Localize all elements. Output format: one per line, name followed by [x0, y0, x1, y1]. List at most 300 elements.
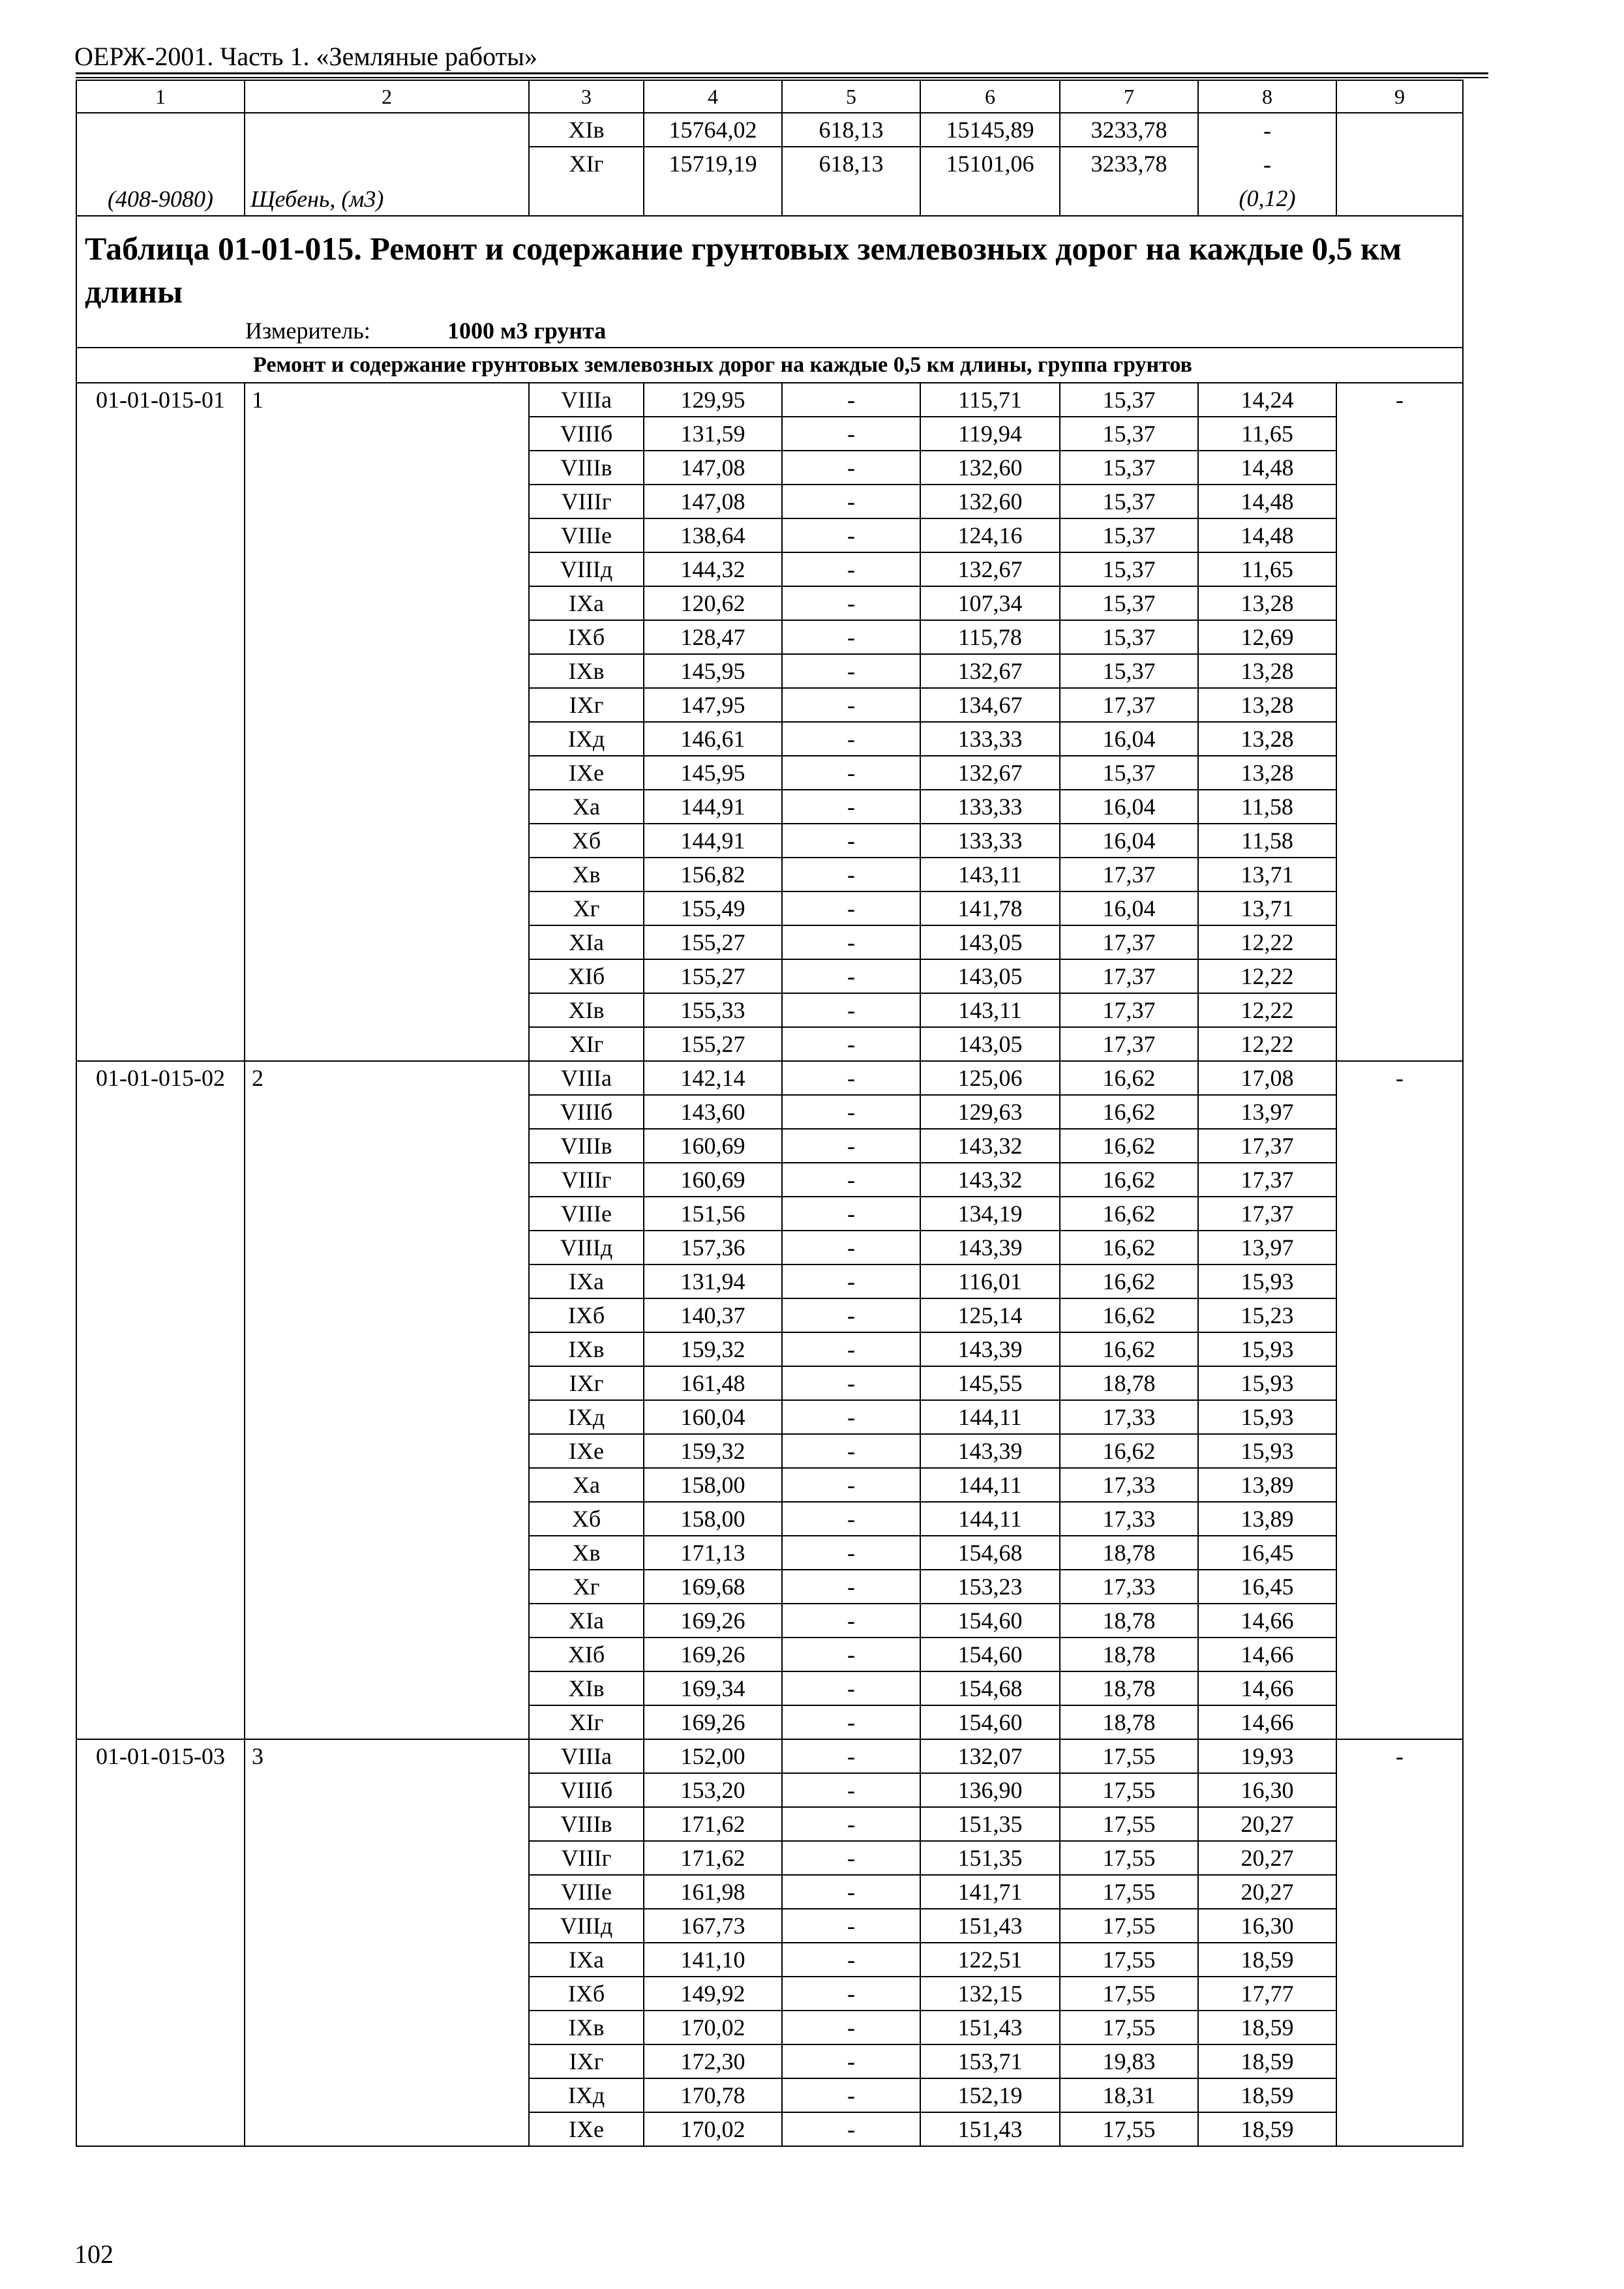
- value-cell: 125,14: [920, 1298, 1060, 1332]
- value-cell: 17,55: [1060, 1773, 1198, 1807]
- carryover-row: [76, 113, 1463, 147]
- value-cell: 151,35: [920, 1807, 1060, 1841]
- value-cell: 169,26: [644, 1604, 782, 1638]
- value-cell: 134,19: [920, 1197, 1060, 1231]
- soil-category: IXе: [529, 2112, 644, 2146]
- value-cell: 19,93: [1198, 1739, 1336, 1773]
- value-cell: -: [782, 925, 920, 959]
- rate-code: 01-01-015-01: [76, 383, 245, 1061]
- value-cell: -: [782, 1400, 920, 1434]
- value-cell: 141,10: [644, 1943, 782, 1977]
- value-cell: -: [782, 858, 920, 891]
- value-cell: 153,71: [920, 2044, 1060, 2078]
- value-cell: -: [782, 2044, 920, 2078]
- rate-code: 01-01-015-03: [76, 1739, 245, 2146]
- value-cell: 17,55: [1060, 1807, 1198, 1841]
- value-cell: 143,05: [920, 925, 1060, 959]
- value-cell: 11,58: [1198, 824, 1336, 858]
- value-cell: 17,55: [1060, 2011, 1198, 2044]
- value-cell: 17,33: [1060, 1468, 1198, 1502]
- value-cell: 171,62: [644, 1807, 782, 1841]
- value-cell: 16,04: [1060, 790, 1198, 824]
- value-cell: 17,37: [1060, 959, 1198, 993]
- value-cell: 15,37: [1060, 383, 1198, 417]
- value-cell: -: [782, 1061, 920, 1095]
- value-cell: 17,55: [1060, 1739, 1198, 1773]
- value-cell: 15,37: [1060, 417, 1198, 451]
- value-cell: 147,08: [644, 451, 782, 485]
- value-cell: 143,05: [920, 959, 1060, 993]
- soil-category: Xв: [529, 858, 644, 891]
- value-cell: -: [782, 1638, 920, 1671]
- value-cell: -: [782, 1027, 920, 1061]
- value-cell: 171,62: [644, 1841, 782, 1875]
- value-cell: 17,37: [1060, 688, 1198, 722]
- value-cell: 17,37: [1060, 993, 1198, 1027]
- empty-cell: [1336, 113, 1463, 216]
- value-cell: 169,26: [644, 1705, 782, 1739]
- value-cell: 14,48: [1198, 451, 1336, 485]
- soil-category: XIб: [529, 959, 644, 993]
- value-cell: 16,62: [1060, 1231, 1198, 1264]
- value-cell: 155,27: [644, 1027, 782, 1061]
- value-cell: -: [782, 620, 920, 654]
- value-cell: 16,62: [1060, 1197, 1198, 1231]
- soil-category: Xг: [529, 1570, 644, 1604]
- value-cell: 17,33: [1060, 1400, 1198, 1434]
- value-cell: 152,19: [920, 2078, 1060, 2112]
- value-cell: 145,95: [644, 654, 782, 688]
- value-cell: 122,51: [920, 1943, 1060, 1977]
- value-cell: 618,13: [782, 113, 920, 147]
- soil-category: VIIIб: [529, 417, 644, 451]
- value-cell: -: [782, 1909, 920, 1943]
- page-number: 102: [74, 2239, 113, 2269]
- value-cell: 18,78: [1060, 1705, 1198, 1739]
- value-cell: 143,39: [920, 1231, 1060, 1264]
- value-cell: -: [782, 1671, 920, 1705]
- column-number: 2: [245, 80, 529, 113]
- soil-category: IXб: [529, 620, 644, 654]
- value-cell: -: [782, 1163, 920, 1197]
- soil-category: Xв: [529, 1536, 644, 1570]
- soil-category: IXа: [529, 1264, 644, 1298]
- value-cell: 167,73: [644, 1909, 782, 1943]
- value-cell: 17,55: [1060, 1875, 1198, 1909]
- value-cell: 17,37: [1060, 858, 1198, 891]
- value-cell: 151,43: [920, 2011, 1060, 2044]
- value-cell: 143,11: [920, 858, 1060, 891]
- column-number: 5: [782, 80, 920, 113]
- value-cell: 143,39: [920, 1332, 1060, 1366]
- value-cell: 169,68: [644, 1570, 782, 1604]
- soil-category: IXг: [529, 688, 644, 722]
- value-cell: 14,66: [1198, 1604, 1336, 1638]
- value-cell: 14,66: [1198, 1705, 1336, 1739]
- value-cell: 156,82: [644, 858, 782, 891]
- value-cell: 145,55: [920, 1366, 1060, 1400]
- soil-category: IXе: [529, 756, 644, 790]
- value-cell: 116,01: [920, 1264, 1060, 1298]
- soil-category: IXб: [529, 1977, 644, 2011]
- price-table: [76, 80, 1464, 2147]
- value-cell: 170,02: [644, 2112, 782, 2146]
- value-cell: -: [782, 586, 920, 620]
- value-cell: 143,39: [920, 1434, 1060, 1468]
- value-cell: 14,48: [1198, 518, 1336, 552]
- value-cell: -: [782, 1264, 920, 1298]
- value-cell: -: [782, 1502, 920, 1536]
- value-cell: 154,60: [920, 1604, 1060, 1638]
- value-cell: 20,27: [1198, 1875, 1336, 1909]
- value-cell: 129,63: [920, 1095, 1060, 1129]
- value-cell: 155,27: [644, 925, 782, 959]
- soil-category: IXв: [529, 2011, 644, 2044]
- value-cell: -: [782, 1705, 920, 1739]
- value-cell: 15,37: [1060, 654, 1198, 688]
- resource-quantity: (0,12): [1239, 185, 1296, 211]
- value-cell: -: [782, 1468, 920, 1502]
- value-cell: -: [782, 891, 920, 925]
- soil-category: VIIIе: [529, 1197, 644, 1231]
- value-cell: 12,22: [1198, 1027, 1336, 1061]
- value-cell: 154,60: [920, 1705, 1060, 1739]
- value-cell: 120,62: [644, 586, 782, 620]
- resource-code: (408-9080): [76, 113, 245, 216]
- soil-category: VIIIб: [529, 1773, 644, 1807]
- value-cell: 15719,19: [644, 147, 782, 216]
- value-cell: -: [782, 383, 920, 417]
- value-cell: 132,67: [920, 654, 1060, 688]
- value-cell: 16,62: [1060, 1264, 1198, 1298]
- value-cell: 141,78: [920, 891, 1060, 925]
- value-cell: 17,33: [1060, 1570, 1198, 1604]
- value-cell: 132,15: [920, 1977, 1060, 2011]
- soil-category: VIIIа: [529, 1061, 644, 1095]
- column-number-row: [76, 80, 1463, 113]
- value-cell: 3233,78: [1060, 147, 1198, 216]
- measure-value: 1000 м3 грунта: [447, 318, 607, 344]
- soil-category: VIIIб: [529, 1095, 644, 1129]
- value-cell: 16,04: [1060, 722, 1198, 756]
- value-cell: 18,59: [1198, 2078, 1336, 2112]
- value-cell: 129,95: [644, 383, 782, 417]
- value-cell: -: [782, 1434, 920, 1468]
- value-cell: 132,60: [920, 451, 1060, 485]
- value-cell: 144,32: [644, 552, 782, 586]
- value-cell: 146,61: [644, 722, 782, 756]
- value-cell: 115,78: [920, 620, 1060, 654]
- value-cell: 140,37: [644, 1298, 782, 1332]
- value-cell: -: [782, 485, 920, 518]
- value-cell: -: [782, 1875, 920, 1909]
- soil-category: VIIIа: [529, 1739, 644, 1773]
- value-cell: 16,04: [1060, 824, 1198, 858]
- value-cell: 15,37: [1060, 756, 1198, 790]
- value-cell: -: [782, 2112, 920, 2146]
- value-cell: 149,92: [644, 1977, 782, 2011]
- soil-category: XIв: [529, 993, 644, 1027]
- soil-category: Xа: [529, 790, 644, 824]
- value-cell: 124,16: [920, 518, 1060, 552]
- value-cell: 16,30: [1198, 1909, 1336, 1943]
- value-cell: -: [782, 1977, 920, 2011]
- value-cell: 132,60: [920, 485, 1060, 518]
- measure: [76, 314, 1463, 348]
- column-number: 8: [1198, 80, 1336, 113]
- soil-category: IXе: [529, 1434, 644, 1468]
- table-row: [76, 1061, 1463, 1095]
- soil-category: IXг: [529, 1366, 644, 1400]
- value-cell: -: [782, 688, 920, 722]
- soil-category: VIIIе: [529, 1875, 644, 1909]
- value-cell: -: [1263, 151, 1271, 177]
- value-cell: 15,37: [1060, 518, 1198, 552]
- value-cell: 153,23: [920, 1570, 1060, 1604]
- value-cell: 143,32: [920, 1129, 1060, 1163]
- soil-category: IXд: [529, 1400, 644, 1434]
- column-number: 7: [1060, 80, 1198, 113]
- value-cell: 15,93: [1198, 1264, 1336, 1298]
- header-rule: [76, 77, 1488, 78]
- value-cell: 17,55: [1060, 2112, 1198, 2146]
- value-cell: 618,13: [782, 147, 920, 216]
- value-cell: 143,32: [920, 1163, 1060, 1197]
- value-cell: -: [782, 1197, 920, 1231]
- value-cell: -: [782, 1773, 920, 1807]
- value-cell: 158,00: [644, 1468, 782, 1502]
- header-rule: [76, 72, 1488, 74]
- soil-category: VIIIв: [529, 1807, 644, 1841]
- value-cell: 141,71: [920, 1875, 1060, 1909]
- value-cell: 125,06: [920, 1061, 1060, 1095]
- value-cell: 134,67: [920, 688, 1060, 722]
- value-cell: 152,00: [644, 1739, 782, 1773]
- value-cell: 151,35: [920, 1841, 1060, 1875]
- value-cell: -: [782, 756, 920, 790]
- value-cell: -: [782, 1231, 920, 1264]
- value-cell: -: [782, 417, 920, 451]
- value-cell: 16,62: [1060, 1298, 1198, 1332]
- soil-category: IXд: [529, 722, 644, 756]
- value-cell: 107,34: [920, 586, 1060, 620]
- value-cell: 155,33: [644, 993, 782, 1027]
- value-cell: 15,37: [1060, 485, 1198, 518]
- soil-category: IXб: [529, 1298, 644, 1332]
- table-title-row: [76, 216, 1463, 314]
- value-cell: 15764,02: [644, 113, 782, 147]
- value-cell: 18,78: [1060, 1536, 1198, 1570]
- value-cell: 119,94: [920, 417, 1060, 451]
- value-cell: 131,94: [644, 1264, 782, 1298]
- value-cell: 11,58: [1198, 790, 1336, 824]
- soil-category: XIг: [529, 1705, 644, 1739]
- value-cell: 136,90: [920, 1773, 1060, 1807]
- value-cell: 15,93: [1198, 1366, 1336, 1400]
- value-cell: 16,62: [1060, 1434, 1198, 1468]
- soil-category: VIIIа: [529, 383, 644, 417]
- value-cell: 13,97: [1198, 1231, 1336, 1264]
- value-cell: 142,14: [644, 1061, 782, 1095]
- value-cell: -: [782, 1739, 920, 1773]
- measure-row: [76, 314, 1463, 348]
- value-cell: 17,37: [1198, 1197, 1336, 1231]
- value-cell: 15,37: [1060, 586, 1198, 620]
- value-cell: 144,11: [920, 1502, 1060, 1536]
- value-cell: 15145,89: [920, 113, 1060, 147]
- value-cell: 13,89: [1198, 1502, 1336, 1536]
- value-cell: 154,68: [920, 1536, 1060, 1570]
- value-cell: 17,37: [1198, 1129, 1336, 1163]
- value-cell: 14,48: [1198, 485, 1336, 518]
- value-cell: 11,65: [1198, 417, 1336, 451]
- value-cell: 131,59: [644, 417, 782, 451]
- soil-category: Xг: [529, 891, 644, 925]
- value-cell: 143,60: [644, 1095, 782, 1129]
- value-cell: 132,07: [920, 1739, 1060, 1773]
- soil-category: XIв: [529, 1671, 644, 1705]
- value-cell: 115,71: [920, 383, 1060, 417]
- value-cell: 18,78: [1060, 1604, 1198, 1638]
- note-cell: -: [1336, 1061, 1463, 1739]
- value-cell: 13,28: [1198, 688, 1336, 722]
- value-cell: 12,69: [1198, 620, 1336, 654]
- value-cell: 161,98: [644, 1875, 782, 1909]
- value-cell: -: [782, 2011, 920, 2044]
- value-cell: -: [782, 1536, 920, 1570]
- value-cell: 144,11: [920, 1468, 1060, 1502]
- value-cell: 16,45: [1198, 1536, 1336, 1570]
- note-cell: -: [1336, 1739, 1463, 2146]
- value-cell: 13,28: [1198, 586, 1336, 620]
- value-cell: -: [782, 451, 920, 485]
- soil-category: VIIIе: [529, 518, 644, 552]
- soil-category: VIIIв: [529, 1129, 644, 1163]
- value-cell: 133,33: [920, 790, 1060, 824]
- value-cell: -: [782, 1332, 920, 1366]
- value-cell: 15,93: [1198, 1434, 1336, 1468]
- value-cell: 132,67: [920, 552, 1060, 586]
- soil-group: 1: [245, 383, 529, 1061]
- value-cell: -: [782, 1095, 920, 1129]
- soil-category: IXа: [529, 586, 644, 620]
- value-cell: 18,78: [1060, 1671, 1198, 1705]
- value-cell: 12,22: [1198, 959, 1336, 993]
- soil-group: 3: [245, 1739, 529, 2146]
- value-cell: 16,62: [1060, 1129, 1198, 1163]
- column-number: 4: [644, 80, 782, 113]
- value-cell: 154,68: [920, 1671, 1060, 1705]
- value-cell: 14,66: [1198, 1671, 1336, 1705]
- value-cell: 160,69: [644, 1129, 782, 1163]
- value-cell: 17,77: [1198, 1977, 1336, 2011]
- value-cell: -: [782, 1807, 920, 1841]
- value-cell: 12,22: [1198, 993, 1336, 1027]
- value-cell: 17,55: [1060, 1841, 1198, 1875]
- value-cell: -: [782, 1604, 920, 1638]
- value-cell: 17,55: [1060, 1909, 1198, 1943]
- value-cell: 17,37: [1060, 925, 1198, 959]
- value-cell: 158,00: [644, 1502, 782, 1536]
- value-cell: 160,69: [644, 1163, 782, 1197]
- value-cell: 15,93: [1198, 1400, 1336, 1434]
- column-number: 9: [1336, 80, 1463, 113]
- value-cell: 15,37: [1060, 552, 1198, 586]
- value-cell: 13,71: [1198, 858, 1336, 891]
- soil-category: IXд: [529, 2078, 644, 2112]
- value-cell: -: [782, 824, 920, 858]
- table-row: [76, 383, 1463, 417]
- value-cell: -: [782, 1943, 920, 1977]
- value-cell: -: [782, 1298, 920, 1332]
- value-cell: 17,55: [1060, 1977, 1198, 2011]
- value-cell: 17,55: [1060, 1943, 1198, 1977]
- value-cell: 128,47: [644, 620, 782, 654]
- value-cell: 13,89: [1198, 1468, 1336, 1502]
- value-cell: 147,08: [644, 485, 782, 518]
- table-title: Таблица 01-01-015. Ремонт и содержание грунтовых землевозных дорог на каждые 0,5 км длины: [76, 216, 1463, 314]
- value-cell: 154,60: [920, 1638, 1060, 1671]
- soil-category: IXа: [529, 1943, 644, 1977]
- value-cell: 169,26: [644, 1638, 782, 1671]
- soil-category: VIIIд: [529, 552, 644, 586]
- rate-code: 01-01-015-02: [76, 1061, 245, 1739]
- value-cell: 170,78: [644, 2078, 782, 2112]
- value-cell: 14,24: [1198, 383, 1336, 417]
- value-cell: 171,13: [644, 1536, 782, 1570]
- value-cell: 13,28: [1198, 722, 1336, 756]
- value-cell: -: [782, 1129, 920, 1163]
- value-cell: 151,43: [920, 2112, 1060, 2146]
- value-cell: -: [782, 1841, 920, 1875]
- value-cell: -: [782, 552, 920, 586]
- value-cell: 3233,78: [1060, 113, 1198, 147]
- soil-category: IXв: [529, 654, 644, 688]
- column-number: 1: [76, 80, 245, 113]
- value-cell: 138,64: [644, 518, 782, 552]
- value-cell: 18,31: [1060, 2078, 1198, 2112]
- value-cell: 18,78: [1060, 1366, 1198, 1400]
- value-cell: 161,48: [644, 1366, 782, 1400]
- value-cell: 172,30: [644, 2044, 782, 2078]
- value-cell: 16,62: [1060, 1163, 1198, 1197]
- value-cell: -: [782, 959, 920, 993]
- section-subheading: Ремонт и содержание грунтовых землевозных дорог на каждые 0,5 км длины, группа грунтов: [76, 348, 1463, 383]
- value-cell: 18,59: [1198, 2011, 1336, 2044]
- note-cell: -: [1336, 383, 1463, 1061]
- value-cell: 160,04: [644, 1400, 782, 1434]
- value-cell: 20,27: [1198, 1807, 1336, 1841]
- value-cell: 159,32: [644, 1434, 782, 1468]
- value-cell: -: [782, 993, 920, 1027]
- value-cell: -: [782, 654, 920, 688]
- value-cell: 14,66: [1198, 1638, 1336, 1671]
- value-cell: 15,37: [1060, 620, 1198, 654]
- value-cell: 18,59: [1198, 2044, 1336, 2078]
- value-cell: 144,11: [920, 1400, 1060, 1434]
- value-cell: -: [782, 518, 920, 552]
- soil-category: IXг: [529, 2044, 644, 2078]
- soil-category: VIIIг: [529, 485, 644, 518]
- value-cell: 13,97: [1198, 1095, 1336, 1129]
- value-cell: 17,37: [1060, 1027, 1198, 1061]
- value-cell: 13,71: [1198, 891, 1336, 925]
- soil-category: XIг: [529, 1027, 644, 1061]
- value-cell: 16,45: [1198, 1570, 1336, 1604]
- value-cell: 143,05: [920, 1027, 1060, 1061]
- value-cell: 18,59: [1198, 2112, 1336, 2146]
- value-cell: 12,22: [1198, 925, 1336, 959]
